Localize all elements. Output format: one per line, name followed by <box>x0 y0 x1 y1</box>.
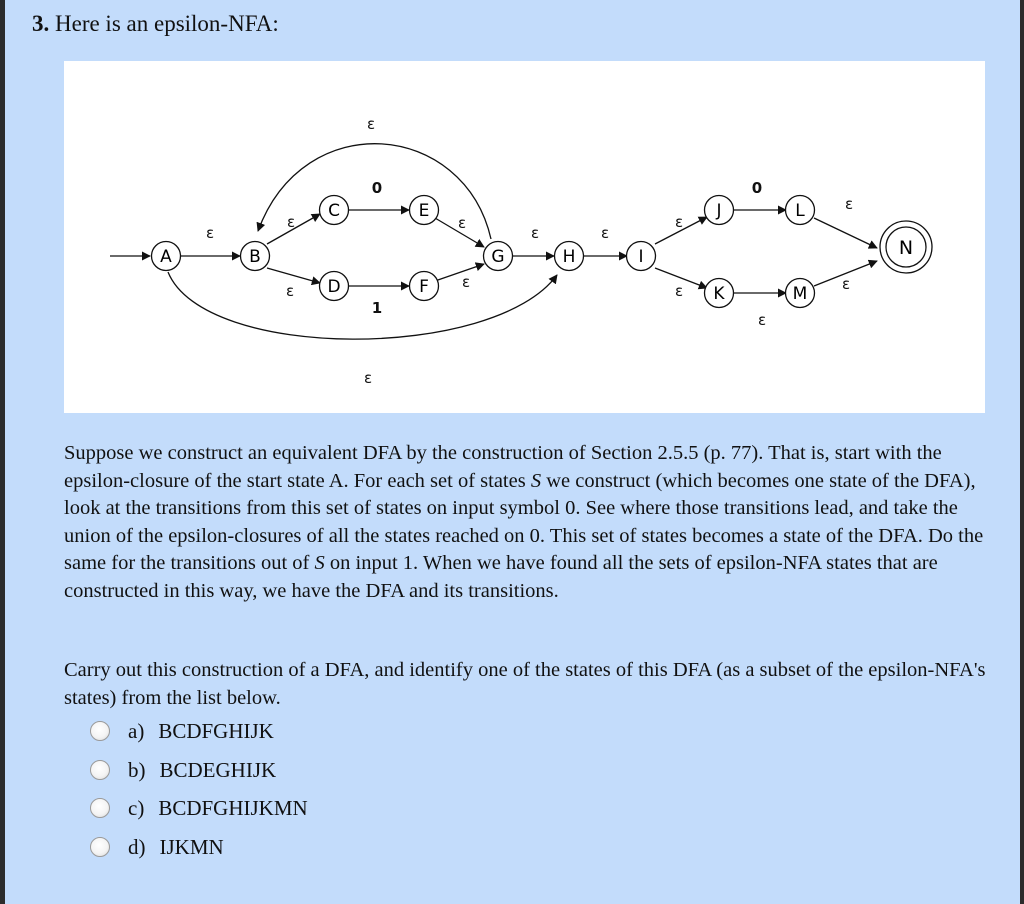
para1-part3: on input 1. When we have found all the sets of epsilon-NFA states that are constructed in this way, we have the DFA and its transitions. <box>64 552 938 602</box>
state-n-label: N <box>898 237 914 259</box>
instruction-paragraph: Carry out this construction of a DFA, and identify one of the states of this DFA (as a subset of the epsilon-NFA's states) from the list below. <box>64 659 986 709</box>
state-j-label: J <box>716 201 722 221</box>
state-c-label: C <box>328 201 340 221</box>
edge-l-n <box>814 218 877 248</box>
label-e-g: ε <box>457 214 467 232</box>
option-c-text: BCDFGHIJKMN <box>158 796 308 820</box>
option-b[interactable] <box>90 755 390 785</box>
label-a-b: ε <box>205 224 215 242</box>
construction-paragraph <box>64 440 994 605</box>
state-c <box>320 196 349 225</box>
nfa-diagram <box>64 61 985 413</box>
state-l-label: L <box>795 201 805 221</box>
nfa-diagram-panel <box>64 61 985 413</box>
edge-f-g <box>435 264 484 281</box>
label-m-n: ε <box>841 275 851 293</box>
question-title <box>32 9 279 39</box>
radio-c[interactable] <box>90 798 110 818</box>
state-a <box>152 242 181 271</box>
radio-b[interactable] <box>90 760 110 780</box>
label-h-i: ε <box>600 224 610 242</box>
label-a-h: ε <box>363 369 373 387</box>
edge-b-d <box>267 268 320 283</box>
label-b-c: ε <box>286 213 296 231</box>
state-j <box>705 196 734 225</box>
state-b <box>241 242 270 271</box>
edge-a-h-curve <box>168 272 557 339</box>
label-b-d: ε <box>285 282 295 300</box>
label-j-l: 0 <box>751 179 763 197</box>
para1-part2: we construct (which becomes one state of the DFA), look at the transitions from this set of states on input symbol 0. See where those transitions lead, and take the union of the epsilon-closures of all the states reached on 0. This set of states becomes a state of the DFA. Do the same for the transitions out of <box>64 469 984 574</box>
state-d <box>320 272 349 301</box>
option-d-letter: d) <box>128 835 146 859</box>
option-b-text: BCDEGHIJK <box>159 758 277 782</box>
label-i-j: ε <box>674 213 684 231</box>
state-e <box>410 196 439 225</box>
symbol-s-1: S <box>530 469 542 492</box>
state-k-label: K <box>713 284 725 304</box>
state-a-label: A <box>160 247 172 267</box>
state-i-label: I <box>638 247 644 267</box>
option-a[interactable] <box>90 716 390 746</box>
label-k-m: ε <box>757 311 767 329</box>
state-i <box>627 242 656 271</box>
option-d[interactable] <box>90 832 390 862</box>
label-d-f: 1 <box>371 299 383 317</box>
state-g-label: G <box>491 247 505 267</box>
option-a-letter: a) <box>128 719 145 743</box>
option-b-letter: b) <box>128 758 146 782</box>
label-g-h: ε <box>530 224 540 242</box>
state-h-label: H <box>562 247 576 267</box>
right-frame-border <box>1020 0 1024 904</box>
option-c-letter: c) <box>128 796 145 820</box>
option-a-text: BCDFGHIJK <box>158 719 274 743</box>
state-l <box>786 196 815 225</box>
state-f <box>410 272 439 301</box>
state-h <box>555 242 584 271</box>
para1-part1: Suppose we construct an equivalent DFA by the construction of Section 2.5.5 (p. 77). That is, start with the epsilon-closure of the start state A. For each set of states <box>64 442 942 492</box>
label-f-g: ε <box>461 273 471 291</box>
label-g-b: ε <box>366 115 376 133</box>
radio-d[interactable] <box>90 837 110 857</box>
label-i-k: ε <box>674 282 684 300</box>
state-e-label: E <box>418 201 430 221</box>
option-d-text: IJKMN <box>159 835 224 859</box>
state-f-label: F <box>419 277 429 297</box>
option-c[interactable] <box>90 793 390 823</box>
state-k <box>705 279 734 308</box>
symbol-s-2: S <box>314 552 325 574</box>
question-number: 3. <box>32 11 50 36</box>
state-m <box>786 279 815 308</box>
label-l-n: ε <box>844 195 854 213</box>
question-title-text: Here is an epsilon-NFA: <box>55 11 279 36</box>
left-frame-border <box>0 0 5 904</box>
state-g <box>484 242 513 271</box>
label-c-e: 0 <box>371 179 383 197</box>
state-b-label: B <box>249 247 261 267</box>
state-d-label: D <box>327 277 341 297</box>
state-n-accepting <box>880 221 932 273</box>
state-m-label: M <box>792 284 808 304</box>
radio-a[interactable] <box>90 721 110 741</box>
